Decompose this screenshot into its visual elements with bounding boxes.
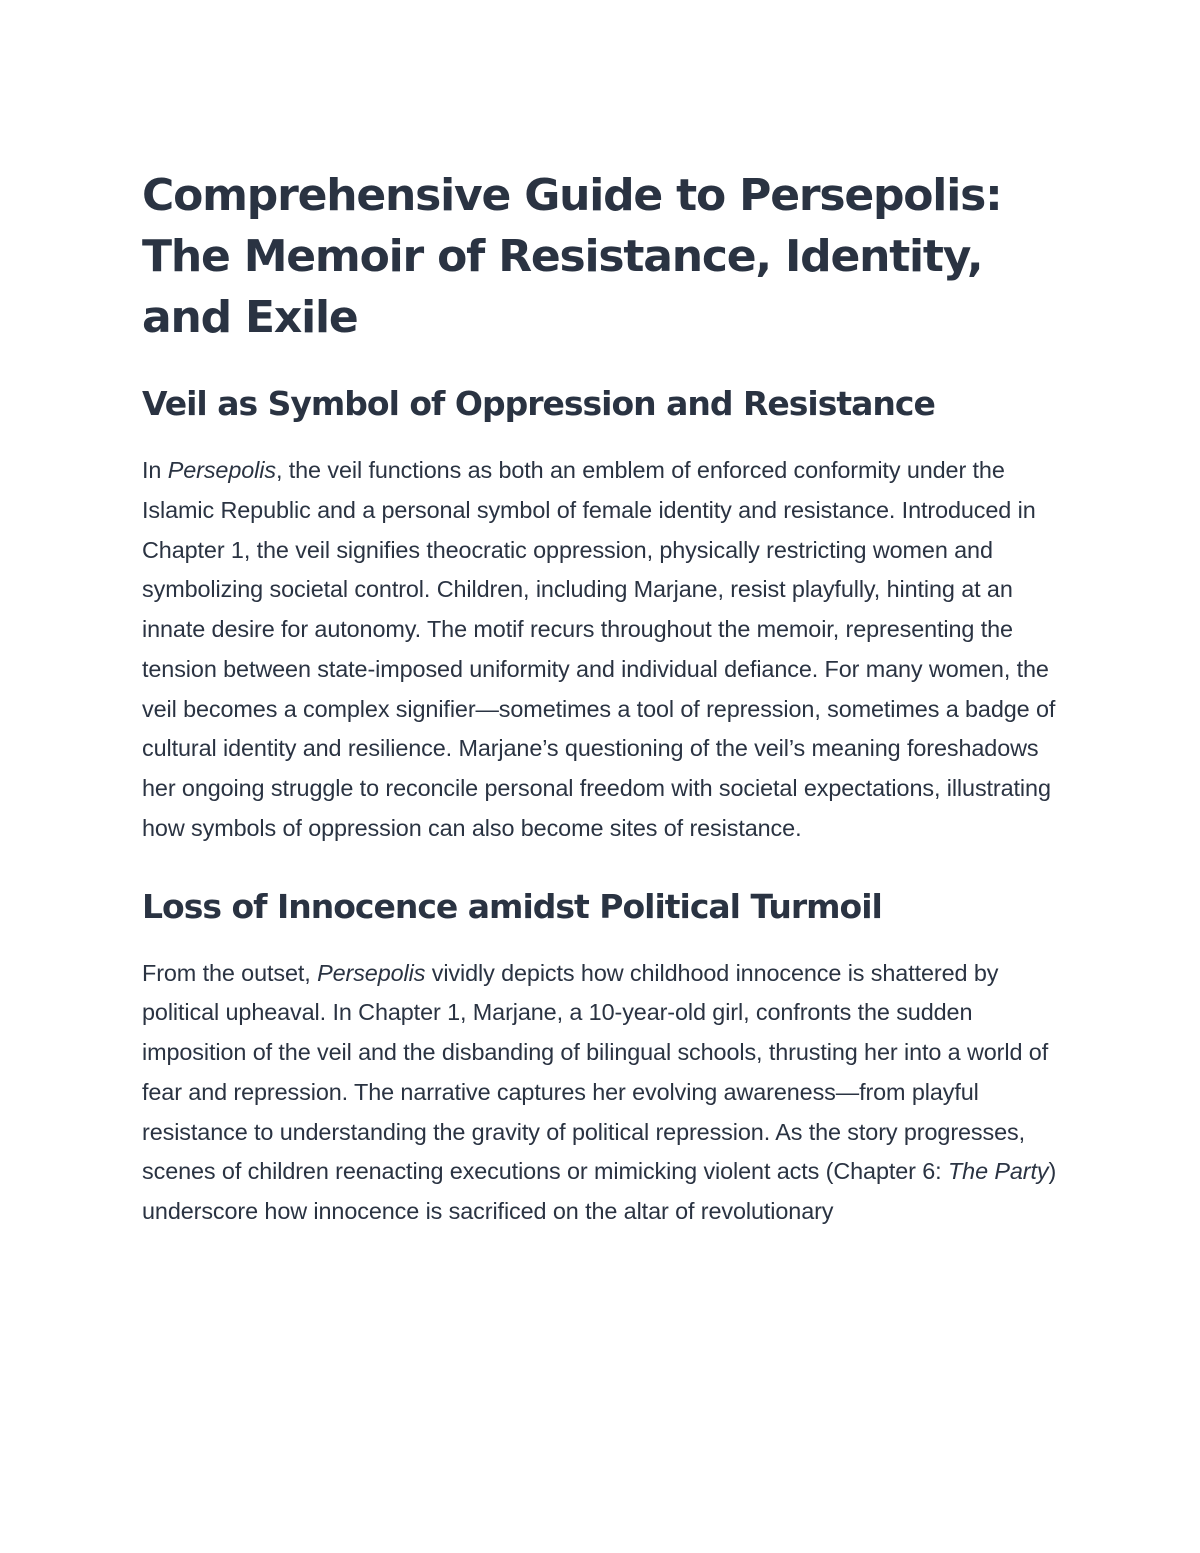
document-title: Comprehensive Guide to Persepolis: The Memoir of Resistance, Identity, and Exile [142,170,1002,343]
document-page [142,165,1067,1232]
text-run: ) underscore how innocence is sacrificed on the altar of revolutionary [142,1158,1057,1224]
italic-chapter-title: The Party [947,1158,1049,1185]
section-heading-innocence: Loss of Innocence amidst Political Turmoil [142,886,882,926]
text-run: From the outset, [142,959,318,986]
section-paragraph-innocence [142,954,1067,1232]
text-run: In [142,457,168,483]
italic-title: Persepolis [317,959,426,986]
text-run: vividly depicts how childhood innocence is shattered by political upheaval. In Chapter 1, Marjane, a 10-year-old girl, confronts the sudden imposition of the veil and the disbanding of bilingual schools, thrusting her into a world of fear and repression. The narrative captures her evolving awareness—from playful resistance to understanding the gravity of political repression. As the story progresses, scenes of children reenacting executions or mimicking violent acts (Chapter 6: [142,959,1049,1185]
text-run: , the veil functions as both an emblem of enforced conformity under the Islamic Republic and a personal symbol of female identity and resistance. Introduced in Chapter 1, the veil signifies theocratic oppression, physically restricting women and symbolizing societal control. Children, including Marjane, resist playfully, hinting at an innate desire for autonomy. The motif recurs throughout the memoir, representing the tension between state-imposed uniformity and individual defiance. For many women, the veil becomes a complex signifier—sometimes a tool of repression, sometimes a badge of cultural identity and resilience. Marjane’s questioning of the veil’s meaning foreshadows her ongoing struggle to reconcile personal freedom with societal expectations, illustrating how symbols of oppression can also become sites of resistance. [142,457,1056,841]
italic-title: Persepolis [167,457,276,483]
section-paragraph-veil [142,451,1067,849]
section-heading-veil: Veil as Symbol of Oppression and Resistance [142,384,935,423]
